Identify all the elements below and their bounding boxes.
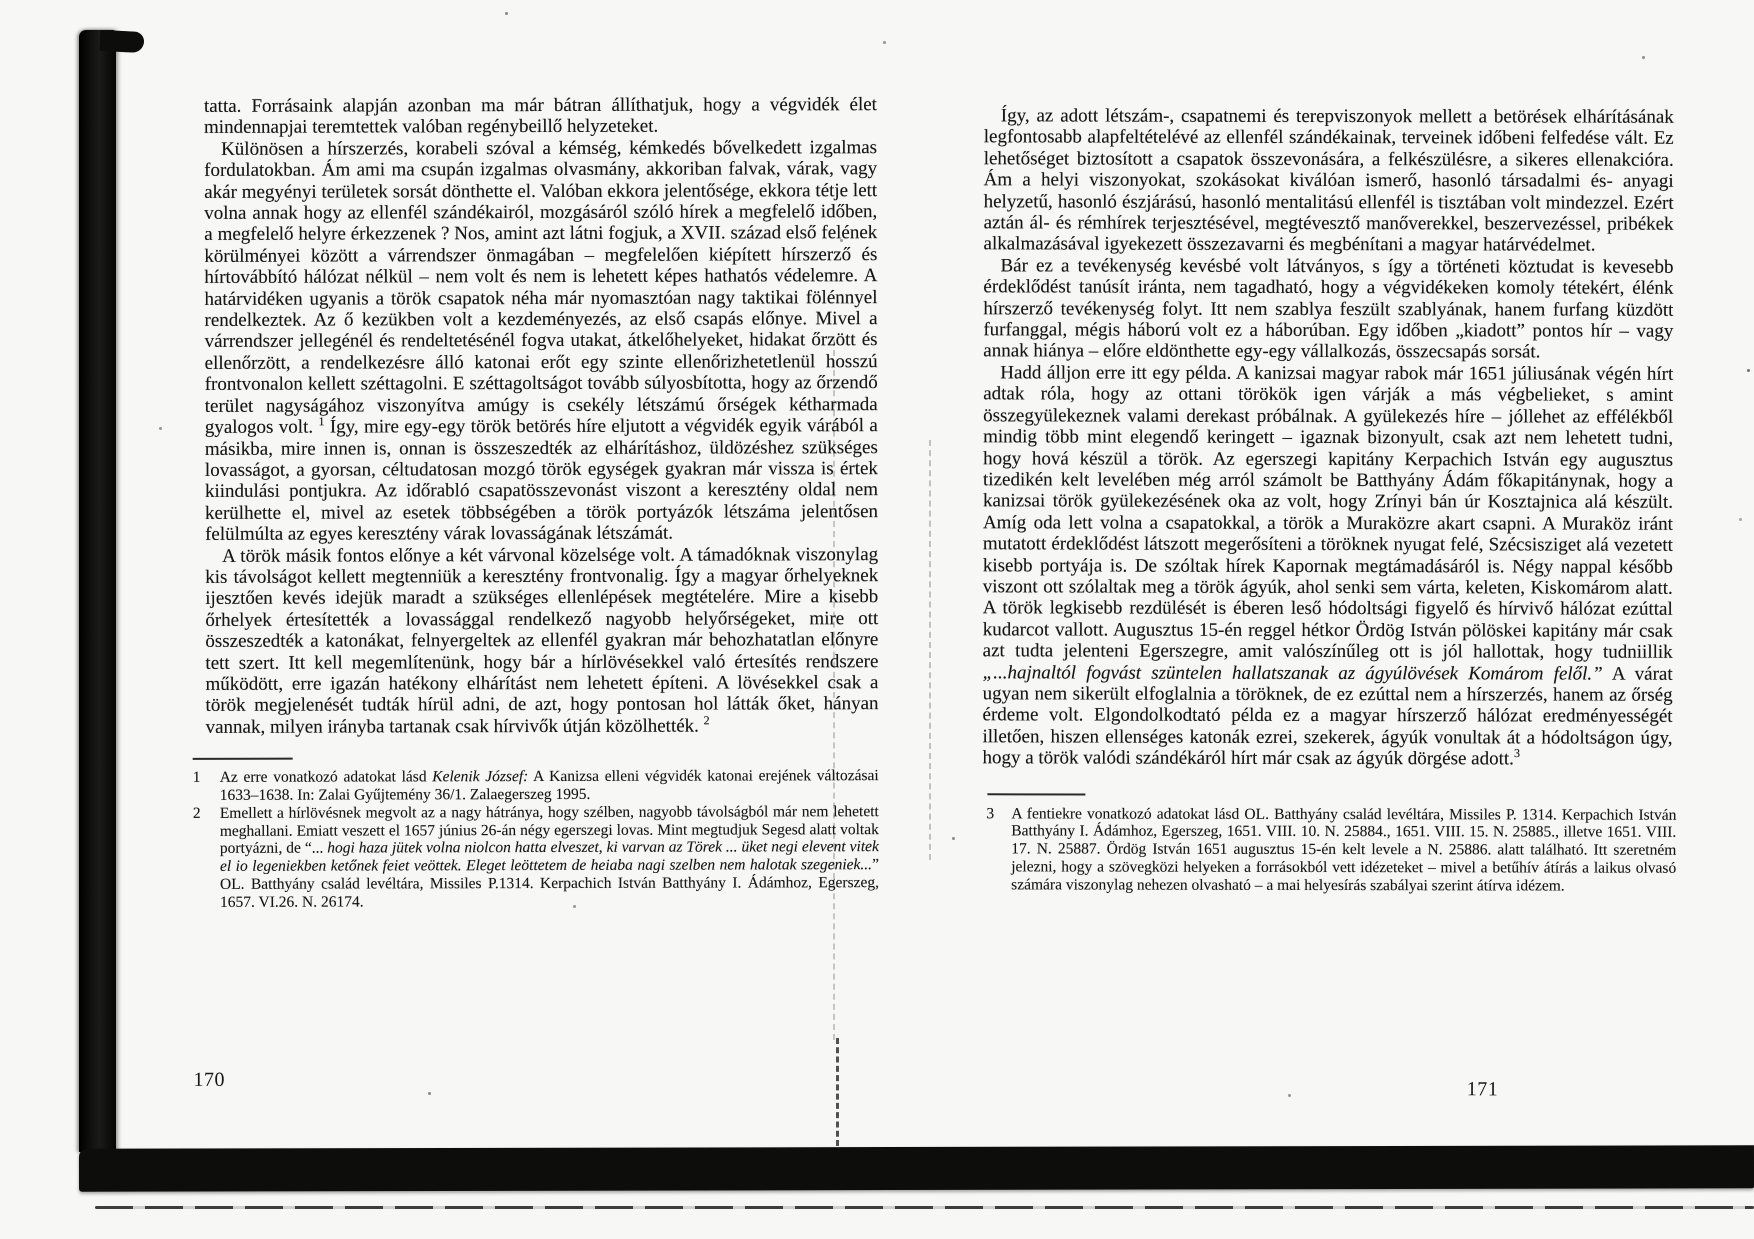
paragraph <box>204 137 878 545</box>
text-run: A török másik fontos előnye a két várvonal közelsége volt. A támadóknak viszonylag kis távolságot kellett megtenniük a keresztény frontvonalig. Így a magyar őrhelyeknek ijesztően kevés idejük maradt a szükséges ellenlépések megtételére. Mire a kisebb őrhelyek értesítették a lovassággal rendelkező nagyobb helyőrségeket, mire ott összeszedték a katonákat, felnyergeltek az ellenfél gyakran már behozhatatlan előnyre tett szert. Itt kell megemlítenünk, hogy bár a hírlövésekkel való értesítés rendszere működött, erre igazán hatékony elhárítást nem lehetett építeni. A lövésekkel csak a török megjelenését tudták hírül adni, de azt, hogy pontosan hol látták őket, hányan vannak, milyen irányba tartanak csak hírvivők útján közölhették. <box>205 543 879 738</box>
footnote-number: 1 <box>192 769 201 787</box>
paragraph <box>982 362 1673 770</box>
text-run: Az erre vonatkozó adatokat lásd <box>219 768 433 787</box>
page-right-body <box>982 105 1673 770</box>
text-run: A fentiekre vonatkozó adatokat lásd OL. Batthyány család levéltára, Missiles P. 1314. Kerpachich István Batthyány I. Ádámhoz, Egerszeg, 1651. VIII. 10. N. 25884., 1651. VIII. 15. N. 25885., illetve 1651. VIII. 17. N. 25887. Ördög István 1651 augusztus 15-én kelt levele a N. 25886. alatt található. Itt szeretném jelezni, hogy a szövegközi helyeken a forrásokból vett idézeteket – mivel a betűhív átírás a laikus olvasó számára viszonylag nehezen olvasható – a mai helyesírás szabályai szerint átírva idézem. <box>1011 804 1677 895</box>
page-left <box>192 94 880 1091</box>
scan-gutter-shadow-top <box>99 30 144 53</box>
text-run: Bár ez a tevékenység kevésbé volt látványos, s így a történeti köztudat is kevesebb érdeklődést tanúsít iránta, nem tagadható, hogy a végvidékeken komoly tétekért, élénk hírszerző tevékenység folyt. Itt nem szablya feszült szablyának, hanem furfang küzdött furfanggal, mégis háború volt ez a háborúban. Egy időben „kiadott” pontos hír – vagy annak hiánya – előre eldönthette egy-egy vállalkozás, összecsapás sorsát. <box>983 255 1674 363</box>
text-run: tatta. Forrásaink alapján azonban ma már bátran állíthatjuk, hogy a végvidék élet mindennapjai teremtettek valóban regénybeillő helyzeteket. <box>203 94 877 139</box>
page-number-right: 171 <box>1466 1078 1499 1101</box>
text-run: Így, mire egy-egy török betörés híre eljutott a végvidék egyik várából a másikba, mire innen is, onnan is összeszedték az elhárításhoz, üldözéshez szükséges lovasságot, a gyorsan, céltudatosan mozgó török egységek gyakran már vissza is értek kiindulási pontjukra. Az időrabló csapatösszevonást viszont a keresztény oldal nem kerülhette el, mivel az esetek többségében a török portyázók létszáma jelentősen felülmúlta az egyes keresztény várak lovasságának létszámát. <box>204 415 879 546</box>
text-run: A várat ugyan nem sikerült elfoglalnia a töröknek, de ez ezúttal nem a hírszerzés, hanem az őrség érdeme volt. Elgondolkodtató példa ez a magyar hírszerző hálózat eredményességét illetően, hiszen ellenséges katonák ezrei, szekerek, ágyúk vonultak át a hódoltságon úgy, hogy a török valódi szándékáról hírt már csak az ágyúk dörgése adott. <box>982 663 1673 770</box>
footnote-text <box>220 803 879 912</box>
text-run: Emellett a hírlövésnek megvolt az a nagy hátránya, hogy szélben, nagyobb távolságból már nem lehetett meghallani. Emiatt veszett el 1657 június 26-án négy egerszegi lovas. Mint megtudjuk Segesd alatt voltak portyázni, de “... <box>219 802 879 858</box>
footnote-text <box>1011 805 1676 895</box>
paragraph <box>205 544 879 738</box>
italic-text-run: Kelenik József: <box>432 768 529 786</box>
footnote-rule-left <box>193 758 293 760</box>
footnote-text <box>220 767 879 804</box>
scan-gutter-shadow <box>79 30 116 1152</box>
text-run: ” OL. Batthyány család levéltára, Missiles P.1314. Kerpachich István Batthyány I. Ádámhoz, Egerszeg, 1657. VI.26. N. 26174. <box>219 856 880 911</box>
footnote <box>193 803 879 912</box>
page-fold-dashes-light <box>929 440 931 860</box>
footnote-rule-right <box>987 793 1085 795</box>
page-left-body <box>204 94 879 738</box>
footnote-number: 3 <box>986 804 995 822</box>
text-run: Így, az adott létszám-, csapatnemi és terepviszonyok mellett a betörések elhárításának legfontosabb alapfeltételévé az ellenfél szándékainak, terveinek időbeni felfedése vált. Ez lehetőséget biztosított a csapatok összevonására, a felkészülésre, a sikeres ellenakcióra. Ám a helyi viszonyokat, szokásokat kiválóan ismerő, hasonló társadalmi és- anyagi helyzetű, hasonló észjárású, hasonló mentalitású ellenfél is tisztában volt mindezzel. Ezért aztán ál- és rémhírek terjesztésével, megtévesztő manőverekkel, beszervezéssel, pribékek alkalmazásával igyekezett összezavarni és megbénítani a magyar határvédelmet. <box>983 105 1674 256</box>
scan-noise-specks <box>0 0 1 1</box>
text-run: Különösen a hírszerzés, korabeli szóval a kémség, kémkedés bővelkedett izgalmas fordulatokban. Ám ami ma csupán izgalmas olvasmány, akkoriban falvak, várak, vagy akár megyényi területek sorsát dönthette el. Valóban ekkora jelentősége, ekkora tétje lett volna annak hogy az ellenfél szándékairól, mozgásáról szóló hírek a megfelelő időben, a megfelelő helyre érkezzenek ? Nos, amint azt látni fogjuk, a XVII. század első felének körülményei között a várrendszer önmagában – megfelelően kiépített hírszerző és hírtovábbító hálózat nélkül – nem volt és nem is lehetett képes hathatós védelemre. A határvidéken ugyanis a török csapatok néha már nyomasztóan nagy taktikai fölénnyel rendelkeztek. Az ő kezükben volt a kezdeményezés, az első csapás előnye. Mivel a várrendszer jellegénél és rendeltetésénél fogva utakat, átkelőhelyeket, hidakat őrzött és ellenőrzött, a rendelkezésre álló katonai erőt egy szinte ellenőrizhetetlenül hosszú frontvonalon kellett széttagolni. E széttagoltságot tovább súlyosbította, hogy az őrzendő terület nagyságához viszonyítva amúgy is csekély létszámú őrségek kétharmada gyalogos volt. <box>204 136 878 438</box>
footnote-marker: 1 <box>318 414 325 429</box>
text-run: Hadd álljon erre itt egy példa. A kanizsai magyar rabok már 1651 júliusának végén hírt adtak róla, hogy az ottani törökök igen várják a más végbelieket, s amint összegyülekeznek valami derekast próbálnak. A gyülekezés híre – jóllehet az effélékből mindig több mint elegendő keringett – igaznak bizonyult, csak azt nem lehetett tudni, hogy hová készül a török. Az egerszegi kapitány Kerpachich István egy augusztus tizedikén kelt levelében még arról számolt be Batthyány Ádám főkapitánynak, hogy a kanizsai török gyülekezésének oka az volt, hogy Zrínyi bán úr Kosztajnica alá készült. Amíg oda lett volna a csapatokkal, a török a Muraközre akart csapni. A Muraköz iránt mutatott érdeklődést látszott megerősíteni a töröknek nyugat felé, Szécsisziget alá vezetett kisebb portyája is. De szóltak hírek Kapornak megtámadásáról is. Négy nappal később viszont ott szólaltak meg a török ágyúk, ahol senki sem várta, keleten, Kiskomárom alatt. A török legkisebb rezdülését is éberen leső hódoltsági figyelő és hírvivő hálózat ezúttal kudarcot vallott. Augusztus 15-én reggel hétkor Ördög István pölöskei kapitány már csak azt tudta jelenteni Egerszegre, amit valószínűleg ott is jól hallottak, hogy tudniillik <box>982 362 1674 663</box>
italic-text-run: „...hajnaltól fogvást szüntelen hallatszanak az ágyúlövések Komárom felől.” <box>982 661 1603 685</box>
page-right-footnotes <box>986 805 1676 895</box>
footnote <box>193 767 879 804</box>
page-left-footnotes <box>193 767 879 911</box>
scan-bottom-line <box>95 1206 1754 1209</box>
footnote-marker: 3 <box>1513 746 1520 761</box>
scan-bottom-shadow-bar <box>79 1145 1754 1192</box>
paragraph <box>983 255 1673 363</box>
paragraph <box>204 94 877 139</box>
footnote <box>986 805 1676 895</box>
page-right <box>982 105 1677 1101</box>
text-run: A Kanizsa elleni végvidék katonai erejének változásai 1633–1638. In: Zalai Gyűjtemény 36/1. Zalaegerszeg 1995. <box>219 767 879 804</box>
footnote-number: 2 <box>192 804 201 822</box>
page-fold-dashes-dark <box>836 1038 839 1146</box>
footnote-marker: 2 <box>703 713 710 728</box>
paragraph <box>984 105 1674 256</box>
italic-text-run: hogi haza jütek volna niolcon hatta elveszet, ki varvan az Törek ... üket negi elevent vitek el io legeniekben ketőnek feiet veöttek. Eleget leöttetem de heiaba nagi szelben nem halotak szegeniek... <box>219 838 879 876</box>
page-number-left: 170 <box>193 1068 226 1091</box>
